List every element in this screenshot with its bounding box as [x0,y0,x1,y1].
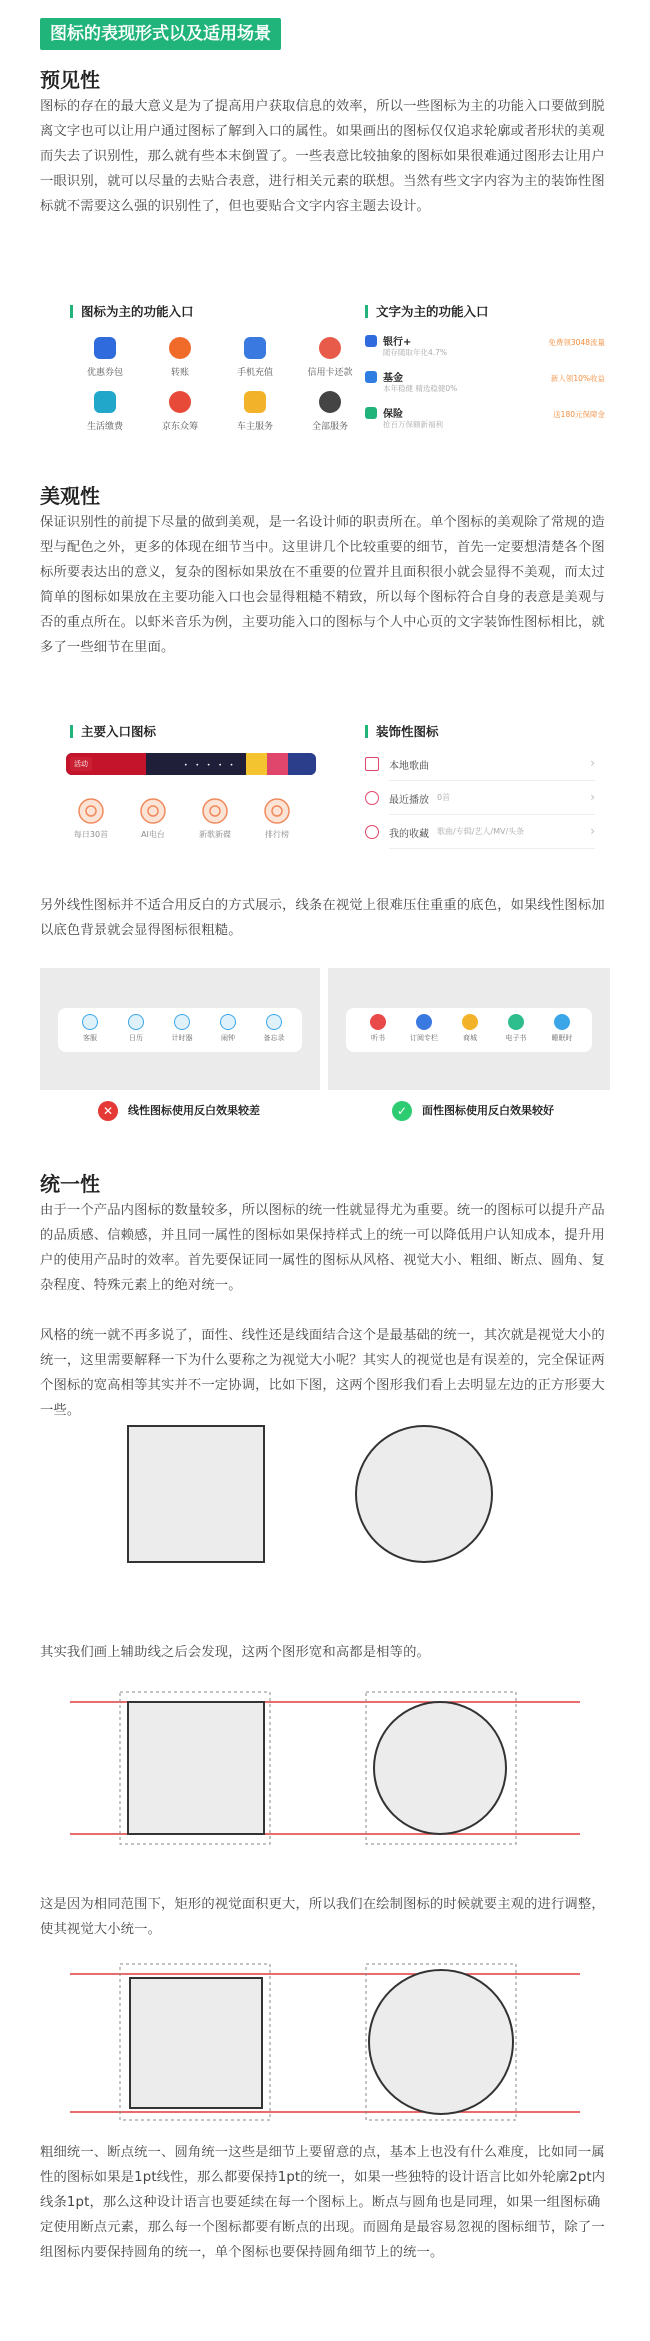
app-label: 计时器 [171,1034,193,1042]
app-label: 睡眠时 [551,1034,573,1042]
paragraph: 风格的统一就不再多说了，面性、线性还是线面结合这个是最基础的统一，其次就是视觉大小的统一，这里需要解释一下为什么要称之为视觉大小呢？其实人的视觉也是有误差的，完全保证两个图标的宽高相等其实并不一定协调，比如下图，这两个图形我们看上去明显左边的正方形要大一些。 [40,1328,605,1418]
entry-promo: 免费领3048流量 [548,338,605,347]
banner-tag: 活动 [70,757,92,771]
list-item-label: 我的收藏 [389,829,429,840]
card-icon [319,337,341,359]
icon-strip [58,1008,302,1052]
chevron-right-icon: › [590,756,595,770]
check-icon: ✓ [392,1101,412,1121]
function-entry[interactable] [145,337,215,378]
app-label: 闹钟 [221,1034,235,1042]
app-entry[interactable] [162,1014,202,1043]
figure-left-title: 主要入口图标 [70,725,156,738]
chevron-right-icon: › [590,790,595,804]
app-entry[interactable] [116,1014,156,1043]
solid-icon-reversed-sample [328,968,610,1090]
entry-subtitle: 抢百万保额新福利 [383,420,443,429]
app-label: 电子书 [505,1034,527,1042]
paragraph: 由于一个产品内图标的数量较多，所以图标的统一性就显得尤为重要。统一的图标可以提升产品的品质感、信赖感，并且同一属性的图标如果保持样式上的统一可以降低用户认知成本，提升用户的使用产品时的效率。首先要保证同一属性的图标从风格、视觉大小、粗细、断点、圆角、复杂程度、特殊元素上的绝对统一。 [40,1203,605,1293]
app-entry[interactable] [450,1014,490,1043]
app-label: 听书 [371,1034,385,1042]
app-label: 客服 [83,1034,97,1042]
function-entry-label: 车主服务 [236,422,273,432]
app-entry[interactable] [496,1014,536,1043]
app-label: 商城 [463,1034,477,1042]
radio-icon [139,797,167,825]
app-label: 备忘录 [263,1034,285,1042]
heart-icon [365,825,379,839]
car-icon [244,391,266,413]
function-entry-label: 手机充值 [236,368,273,378]
app-icon [554,1014,570,1030]
function-entry[interactable] [145,391,215,432]
icon-strip [346,1008,592,1052]
list-item-subtitle: 歌曲/专辑/艺人/MV/头条 [437,827,525,836]
figure-function-entries [40,295,612,445]
section-banner: 图标的表现形式以及适用场景 [40,18,281,50]
function-entry[interactable] [70,337,140,378]
function-entry[interactable] [220,391,290,432]
app-entry[interactable] [254,1014,294,1043]
coupon-icon [94,337,116,359]
transfer-icon [169,337,191,359]
clock-icon [365,791,379,805]
insurance-icon [365,407,377,419]
chart-icon [263,797,291,825]
bad-verdict-text: 线性图标使用反白效果较差 [128,1104,260,1117]
shape-guide-figure [40,1680,612,1860]
function-entry-label: 转账 [170,368,189,378]
bank-icon [365,335,377,347]
function-entry-label: 全部服务 [311,422,348,432]
chevron-right-icon: › [590,824,595,838]
entry-subtitle: 本年稳健 精选稳健0% [383,384,458,393]
app-icon [266,1014,282,1030]
crowdfund-icon [169,391,191,413]
circle-shape [374,1702,506,1834]
app-icon [220,1014,236,1030]
grid-icon [319,391,341,413]
app-entry[interactable] [542,1014,582,1043]
app-entry[interactable] [404,1014,444,1043]
paragraph: 这是因为相同范围下，矩形的视觉面积更大，所以我们在绘制图标的时候就要主观的进行调整，使其视觉大小统一。 [40,1897,605,1937]
shape-compare-figure [40,1420,612,1600]
function-entry[interactable] [295,391,365,432]
main-entry-label: AI电台 [141,830,165,839]
function-entry-label: 京东众筹 [161,422,198,432]
list-item-label: 本地歌曲 [389,761,429,772]
figure-right-title: 装饰性图标 [365,725,439,738]
app-icon [82,1014,98,1030]
folder-icon [365,757,379,771]
divider [389,780,595,781]
function-entry[interactable] [220,337,290,378]
main-entry[interactable] [190,797,240,840]
app-icon [508,1014,524,1030]
text-entry-row[interactable] [365,405,605,433]
app-icon [370,1014,386,1030]
function-entry-label: 优惠券包 [86,368,123,378]
section-title-aesthetics: 美观性 [40,484,100,508]
shape-adjusted-figure [40,1952,612,2132]
good-verdict-text: 面性图标使用反白效果较好 [422,1104,554,1117]
main-entry-label: 每日30首 [73,830,109,839]
app-icon [128,1014,144,1030]
drop-icon [94,391,116,413]
main-entry[interactable] [252,797,302,840]
list-item[interactable] [365,753,595,777]
entry-subtitle: 随存随取年化4.7% [383,348,448,357]
app-entry[interactable] [358,1014,398,1043]
square-shape [130,1978,262,2108]
daily-icon [77,797,105,825]
divider [389,814,595,815]
line-icon-reversed-sample [40,968,320,1090]
paragraph: 其实我们画上辅助线之后会发现，这两个图形宽和高都是相等的。 [40,1645,430,1660]
function-entry[interactable] [295,337,365,378]
function-entry-label: 生活缴费 [86,422,123,432]
figure-right-title: 文字为主的功能入口 [365,305,489,318]
decorative-icon-list [365,753,595,863]
figure-left-title: 图标为主的功能入口 [70,305,194,318]
app-icon [174,1014,190,1030]
function-entry[interactable] [70,391,140,432]
app-label: 订阅专栏 [410,1034,438,1042]
text-entry-row[interactable] [365,333,605,361]
fund-icon [365,371,377,383]
main-entry-label: 排行榜 [265,830,289,839]
banner-image[interactable]: 活动 • • • • • [66,753,316,775]
entry-name: 基金 [383,373,403,384]
paragraph: 图标的存在的最大意义是为了提高用户获取信息的效率，所以一些图标为主的功能入口要做到脱离文字也可以让用户通过图标了解到入口的属性。如果画出的图标仅仅追求轮廓或者形状的美观而失去了识别性，那么就有些本末倒置了。一些表意比较抽象的图标如果很难通过图形去让用户一眼识别，就可以尽量的去贴合表意，进行相关元素的联想。当然有些文字内容为主的装饰性图标就不需要这么强的识别性了，但也要贴合文字内容主题去设计。 [40,99,605,214]
main-entry[interactable] [66,797,116,840]
list-item[interactable] [365,787,595,811]
square-shape [128,1702,264,1834]
list-item-label: 最近播放 [389,795,429,806]
figure-xiami-icons [40,715,612,865]
divider [389,848,595,849]
circle-shape [356,1426,492,1562]
text-entry-row[interactable] [365,369,605,397]
app-entry[interactable] [208,1014,248,1043]
app-icon [462,1014,478,1030]
phone-icon [244,337,266,359]
section-title-predictability: 预见性 [40,68,100,92]
entry-promo: 新人领10%收益 [550,374,605,383]
disc-icon [201,797,229,825]
cross-icon: ✕ [98,1101,118,1121]
square-shape [128,1426,264,1562]
paragraph: 保证识别性的前提下尽量的做到美观，是一名设计师的职责所在。单个图标的美观除了常规的造型与配色之外，更多的体现在细节当中。这里讲几个比较重要的细节，首先一定要想清楚各个图标所要表达出的意义，复杂的图标如果放在不重要的位置并且面积很小就会显得不美观，而太过简单的图标如果放在主要功能入口也会显得粗糙不精致，所以每个图标符合自身的表意是美观与否的重点所在。以虾米音乐为例，主要功能入口的图标与个人中心页的文字装饰性图标相比，就多了一些细节在里面。 [40,515,605,655]
function-entry-label: 信用卡还款 [307,368,353,378]
list-item-subtitle: 0首 [437,793,451,802]
app-label: 日历 [129,1034,143,1042]
app-entry[interactable] [70,1014,110,1043]
app-icon [416,1014,432,1030]
paragraph: 另外线性图标并不适合用反白的方式展示，线条在视觉上很难压住重重的底色，如果线性图标加以底色背景就会显得图标很粗糙。 [40,898,605,938]
main-entry[interactable] [128,797,178,840]
main-entry-label: 新歌新碟 [199,830,231,839]
paragraph: 粗细统一、断点统一、圆角统一这些是细节上要留意的点，基本上也没有什么难度，比如同一属性的图标如果是1pt线性，那么都要保持1pt的统一，如果一些独特的设计语言比如外轮廓2pt内线条1pt，那么这种设计语言也要延续在每一个图标上。断点与圆角也是同理，如果一组图标确定使用断点元素，那么每一个图标都要有断点的出现。而圆角是最容易忽视的图标细节，除了一组图标内要保持圆角的统一，单个图标也要保持圆角细节上的统一。 [40,2145,606,2260]
entry-name: 保险 [383,409,403,420]
text-entry-list [365,333,605,443]
section-title-consistency: 统一性 [40,1172,100,1196]
entry-promo: 送180元保障金 [553,410,605,419]
list-item[interactable] [365,821,595,845]
circle-shape [369,1970,513,2114]
entry-name: 银行+ [383,337,412,348]
